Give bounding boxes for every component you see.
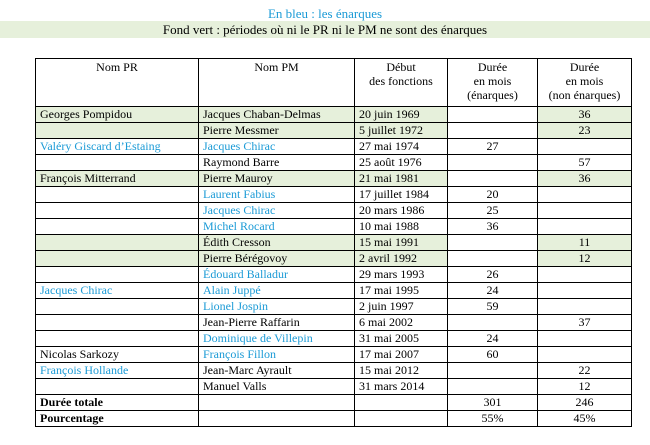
legend-green-periods: Fond vert : périodes où ni le PR ni le PM ne sont des énarques — [0, 21, 650, 38]
cell-pm: Manuel Valls — [199, 379, 355, 395]
cell-pr — [36, 155, 199, 171]
cell-duree-enarques — [448, 251, 538, 267]
cell-duree-enarques — [448, 379, 538, 395]
header-pm: Nom PM — [199, 59, 355, 107]
total-non-enarques: 246 — [538, 395, 632, 411]
cell-duree-enarques — [448, 315, 538, 331]
percentage-empty-pm — [199, 411, 355, 427]
table-row — [36, 203, 632, 219]
cell-debut: 20 juin 1969 — [355, 107, 448, 123]
total-enarques: 301 — [448, 395, 538, 411]
cell-duree-non-enarques: 12 — [538, 379, 632, 395]
legend-enarques: En bleu : les énarques — [267, 6, 383, 21]
table-row — [36, 171, 632, 187]
cell-duree-enarques: 60 — [448, 347, 538, 363]
cell-duree-enarques — [448, 155, 538, 171]
cell-pr: Jacques Chirac — [36, 283, 199, 299]
table-row — [36, 267, 632, 283]
header-pr: Nom PR — [36, 59, 199, 107]
table-row — [36, 363, 632, 379]
cell-pr — [36, 299, 199, 315]
table-row — [36, 347, 632, 363]
cell-pr — [36, 315, 199, 331]
cell-pr — [36, 203, 199, 219]
cell-duree-non-enarques — [538, 219, 632, 235]
cell-pr — [36, 123, 199, 139]
cell-debut: 10 mai 1988 — [355, 219, 448, 235]
table-row — [36, 139, 632, 155]
cell-pm: Pierre Mauroy — [199, 171, 355, 187]
cell-pm: Dominique de Villepin — [199, 331, 355, 347]
cell-duree-non-enarques — [538, 283, 632, 299]
cell-duree-non-enarques — [538, 299, 632, 315]
percentage-non-enarques: 45% — [538, 411, 632, 427]
cell-pr: François Hollande — [36, 363, 199, 379]
cell-debut: 31 mai 2005 — [355, 331, 448, 347]
cell-debut: 2 avril 1992 — [355, 251, 448, 267]
cell-pm: François Fillon — [199, 347, 355, 363]
table-row — [36, 251, 632, 267]
table-row — [36, 299, 632, 315]
cell-pm: Édith Cresson — [199, 235, 355, 251]
table-row — [36, 219, 632, 235]
cell-debut: 31 mars 2014 — [355, 379, 448, 395]
cell-pr: Valéry Giscard d’Estaing — [36, 139, 199, 155]
total-row — [36, 395, 632, 411]
header-debut: Début des fonctions — [355, 59, 448, 107]
cell-pm: Jacques Chaban-Delmas — [199, 107, 355, 123]
cell-pm: Lionel Jospin — [199, 299, 355, 315]
cell-pm: Jacques Chirac — [199, 203, 355, 219]
cell-pm: Jacques Chirac — [199, 139, 355, 155]
cell-debut: 17 juillet 1984 — [355, 187, 448, 203]
percentage-empty-debut — [355, 411, 448, 427]
cell-pm: Jean-Pierre Raffarin — [199, 315, 355, 331]
header-duree-enarques: Durée en mois (énarques) — [448, 59, 538, 107]
cell-debut: 25 août 1976 — [355, 155, 448, 171]
cell-pr — [36, 235, 199, 251]
cell-duree-non-enarques: 22 — [538, 363, 632, 379]
cell-duree-non-enarques: 23 — [538, 123, 632, 139]
cell-pr: Nicolas Sarkozy — [36, 347, 199, 363]
table-row — [36, 283, 632, 299]
cell-pr — [36, 379, 199, 395]
cell-duree-enarques: 24 — [448, 331, 538, 347]
cell-debut: 20 mars 1986 — [355, 203, 448, 219]
table-row — [36, 235, 632, 251]
cell-duree-non-enarques: 36 — [538, 171, 632, 187]
cell-debut: 2 juin 1997 — [355, 299, 448, 315]
cell-duree-non-enarques — [538, 267, 632, 283]
cell-pm: Pierre Bérégovoy — [199, 251, 355, 267]
percentage-enarques: 55% — [448, 411, 538, 427]
cell-duree-non-enarques: 11 — [538, 235, 632, 251]
cell-pm: Michel Rocard — [199, 219, 355, 235]
header-row — [36, 59, 632, 107]
cell-pr — [36, 267, 199, 283]
cell-pm: Raymond Barre — [199, 155, 355, 171]
cell-pm: Pierre Messmer — [199, 123, 355, 139]
cell-duree-non-enarques — [538, 203, 632, 219]
cell-duree-non-enarques — [538, 331, 632, 347]
cell-duree-enarques: 20 — [448, 187, 538, 203]
table-row — [36, 331, 632, 347]
cell-duree-enarques: 36 — [448, 219, 538, 235]
cell-debut: 21 mai 1981 — [355, 171, 448, 187]
cell-pr — [36, 251, 199, 267]
cell-pr — [36, 219, 199, 235]
total-empty-pm — [199, 395, 355, 411]
cell-debut: 5 juillet 1972 — [355, 123, 448, 139]
cell-duree-enarques: 24 — [448, 283, 538, 299]
cell-duree-enarques — [448, 171, 538, 187]
cell-duree-non-enarques — [538, 139, 632, 155]
cell-duree-enarques: 25 — [448, 203, 538, 219]
table-row — [36, 155, 632, 171]
cell-debut: 29 mars 1993 — [355, 267, 448, 283]
table-row — [36, 315, 632, 331]
cell-pm: Édouard Balladur — [199, 267, 355, 283]
cell-duree-enarques — [448, 107, 538, 123]
cell-duree-non-enarques — [538, 347, 632, 363]
cell-duree-enarques — [448, 363, 538, 379]
cell-pm: Laurent Fabius — [199, 187, 355, 203]
cell-duree-non-enarques: 57 — [538, 155, 632, 171]
cell-pr — [36, 187, 199, 203]
cell-debut: 17 mai 2007 — [355, 347, 448, 363]
table-row — [36, 107, 632, 123]
percentage-label: Pourcentage — [36, 411, 199, 427]
cell-duree-enarques: 59 — [448, 299, 538, 315]
cell-debut: 17 mai 1995 — [355, 283, 448, 299]
cell-duree-non-enarques: 36 — [538, 107, 632, 123]
cell-duree-enarques — [448, 123, 538, 139]
cell-debut: 27 mai 1974 — [355, 139, 448, 155]
header-duree-non-enarques: Durée en mois (non énarques) — [538, 59, 632, 107]
cell-debut: 15 mai 2012 — [355, 363, 448, 379]
cell-pr: Georges Pompidou — [36, 107, 199, 123]
cell-pm: Alain Juppé — [199, 283, 355, 299]
cell-debut: 15 mai 1991 — [355, 235, 448, 251]
cell-duree-non-enarques: 12 — [538, 251, 632, 267]
cell-pm: Jean-Marc Ayrault — [199, 363, 355, 379]
table-row — [36, 187, 632, 203]
total-empty-debut — [355, 395, 448, 411]
table-row — [36, 123, 632, 139]
cell-duree-enarques — [448, 235, 538, 251]
cell-duree-enarques: 26 — [448, 267, 538, 283]
total-label: Durée totale — [36, 395, 199, 411]
cell-duree-enarques: 27 — [448, 139, 538, 155]
table-row — [36, 379, 632, 395]
percentage-row — [36, 411, 632, 427]
cell-pr: François Mitterrand — [36, 171, 199, 187]
cell-debut: 6 mai 2002 — [355, 315, 448, 331]
cell-duree-non-enarques — [538, 187, 632, 203]
cell-duree-non-enarques: 37 — [538, 315, 632, 331]
cell-pr — [36, 331, 199, 347]
pr-pm-table — [35, 58, 632, 427]
